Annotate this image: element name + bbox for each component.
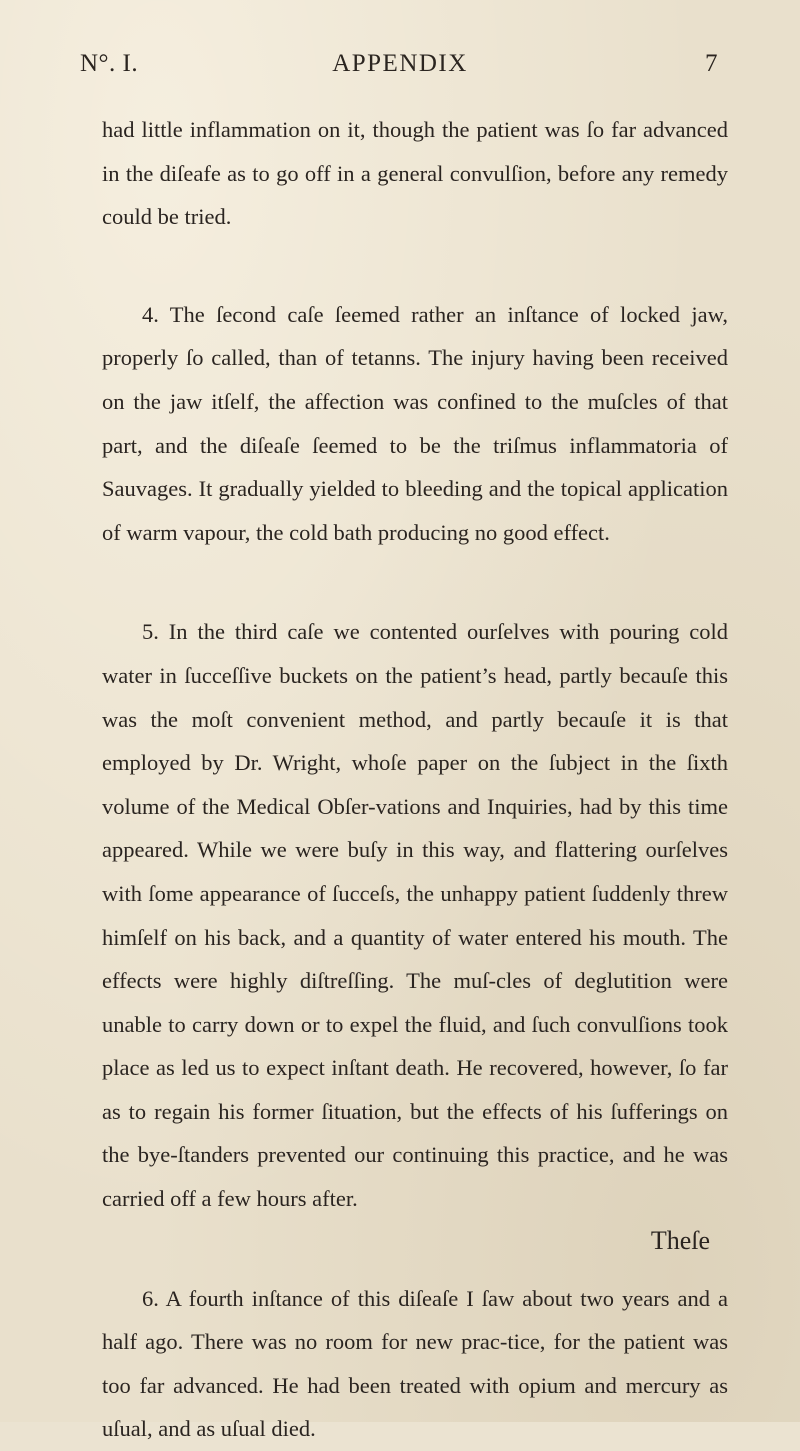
page-number: 7 <box>705 50 718 77</box>
body-text <box>102 108 728 1451</box>
running-title: APPENDIX <box>332 50 468 77</box>
appendix-number: N°. I. <box>80 50 139 77</box>
paragraph-continuation: had little inflammation on it, though the patient was ſo far advanced in the diſeafe as to go off in a general convulſion, before any remedy could be tried. <box>102 117 728 230</box>
paragraph-case-4: 4. The ſecond caſe ſeemed rather an inſtance of locked jaw, properly ſo called, than of tetanns. The injury having been received on the jaw itſelf, the affection was confined to the muſcles of that part, and the diſeaſe ſeemed to be the triſmus inflammatoria of Sauvages. It gradually yielded to bleeding and the topical application of warm vapour, the cold bath producing no good effect. <box>102 301 728 545</box>
catchword: Theſe <box>650 1226 710 1255</box>
paragraph-case-6: 6. A fourth inſtance of this diſeaſe I ſaw about two years and a half ago. There was no room for new prac-tice, for the patient was too far advanced. He had been treated with opium and mercury as uſual, and as uſual died. <box>102 1285 728 1442</box>
paragraph-case-5: 5. In the third caſe we contented ourſelves with pouring cold water in ſucceſſive buckets on the patient’s head, partly becauſe this was the moſt convenient method, and partly becauſe it is that employed by Dr. Wright, whoſe paper on the ſubject in the ſixth volume of the Medical Obſer-vations and Inquiries, had by this time appeared. While we were buſy in this way, and flattering ourſelves with ſome appearance of ſucceſs, the unhappy patient ſuddenly threw himſelf on his back, and a quantity of water entered his mouth. The effects were highly diſtreſſing. The muſ-cles of deglutition were unable to carry down or to expel the fluid, and ſuch convulſions took place as led us to expect inſtant death. He recovered, however, ſo far as to regain his former ſituation, but the effects of his ſufferings on the bye-ſtanders prevented our continuing this practice, and he was carried off a few hours after. <box>102 619 728 1212</box>
running-head <box>80 50 720 90</box>
